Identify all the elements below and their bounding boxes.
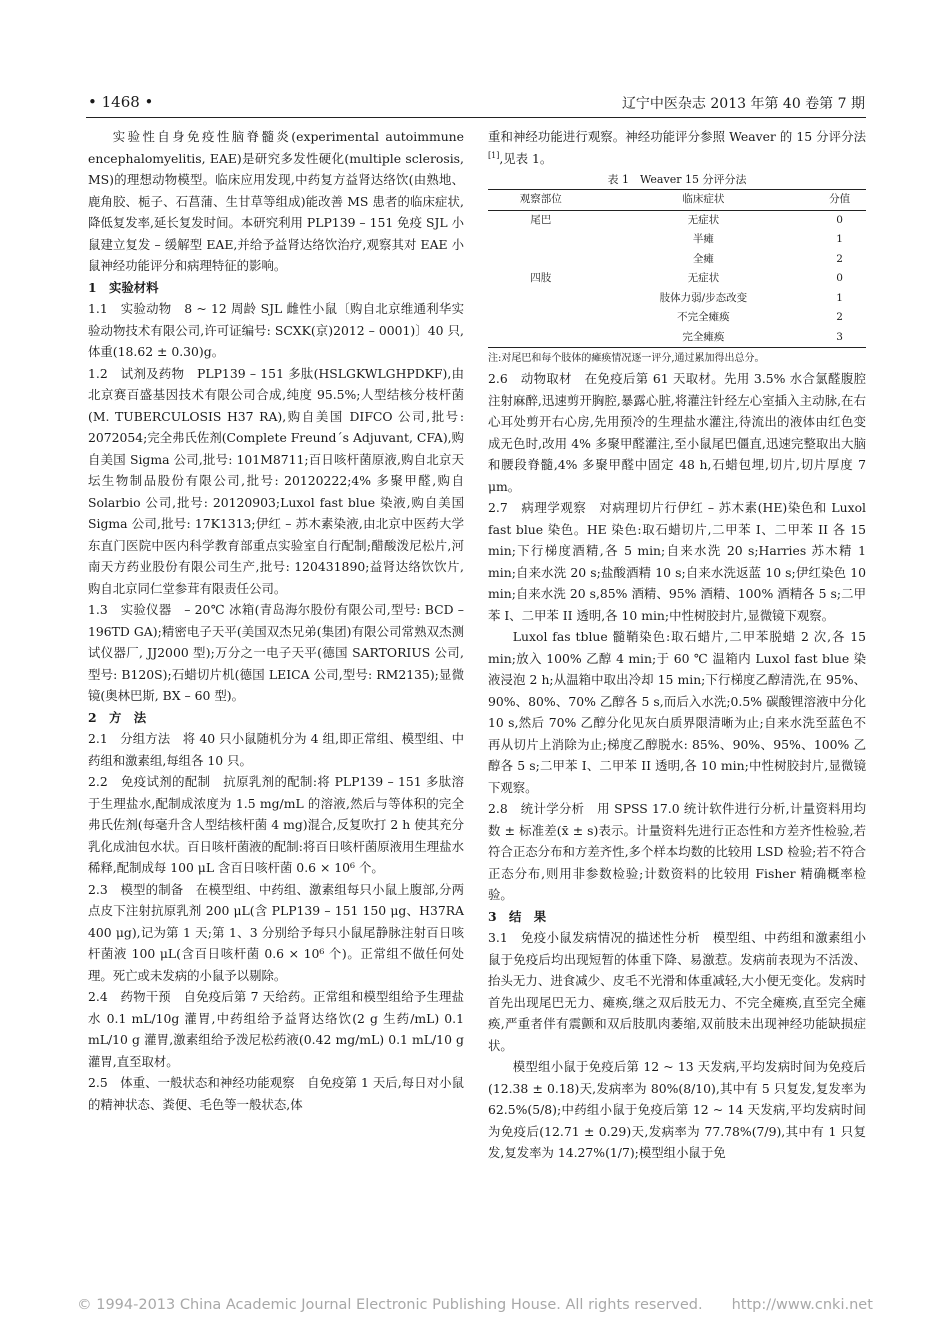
paragraph: 模型组小鼠于免疫后第 12 ~ 13 天发病,平均发病时间为免疫后(12.38 ± 0.18)天,发病率为 80%(8/10),其中有 5 只复发,复发率为 62.5%(5/8);中药组小鼠于免疫后第 12 ~ 14 天发病,平均发病时间为免疫后(12.71 ± 0.29)天,发病率为 77.78%(7/9),其中有 1 只复发,复发率为 14.27%(1/7);模型组小鼠于免 — [488, 1059, 866, 1160]
table-cell: 肢体力弱/步态改变 — [659, 291, 748, 304]
paragraph: 1.2 试剂及药物 PLP139 – 151 多肽(HSLGKWLGHPDKF),由北京赛百盛基因技术有限公司合成,纯度 95.5%;人型结核分枝杆菌(M. TUBERCULOSIS H37 RA),购自美国 DIFCO 公司,批号: 2072054;完全弗氏佐剂(Complete Freund´s Adjuvant, CFA),购自美国 Sigma 公司,批号: 101M8711;百日咳杆菌原液,购自北京天坛生物制品股份有限公司,批号: 20120222;4% 多聚甲醛,购自 Solarbio 公司,批号: 20120903;Luxol fast blue 染液,购自美国 Sigma 公司,批号: 17K1313;伊红 – 苏木素染液,由北京中医药大学东直门医院中医内科学教育部重点实验室自行配制;醋酸泼尼松片,河南天方药业股份有限公司生产,批号: 120431890;益肾达络饮饮片,购自北京同仁堂参茸有限责任公司。 — [88, 365, 464, 596]
table-cell — [488, 230, 593, 250]
paragraph — [488, 126, 866, 169]
right-column-body — [488, 368, 866, 1164]
table-cell: 2 — [836, 311, 843, 323]
table-cell: 尾巴 — [530, 213, 552, 226]
table-cell: 1 — [836, 233, 843, 245]
table-row — [488, 230, 866, 250]
table-row — [488, 250, 866, 270]
table-row — [488, 269, 866, 289]
paragraph: 2.1 分组方法 将 40 只小鼠随机分为 4 组,即正常组、模型组、中药组和激素组,每组各 10 只。 — [88, 731, 464, 768]
paragraph: 1.3 实验仪器 – 20℃ 冰箱(青岛海尔股份有限公司,型号: BCD – 196TD GA);精密电子天平(美国双杰兄弟(集团)有限公司常熟双杰测试仪器厂, JJ2000 型);万分之一电子天平(德国 SARTORIUS 公司,型号: B120S);石蜡切片机(德国 LEICA 公司,型号: RM2135);显微镜(奥林巴斯, BX – 60 型)。 — [88, 602, 464, 703]
paragraph: 2.6 动物取材 在免疫后第 61 天取材。先用 3.5% 水合氯醛腹腔注射麻醉,迅速剪开胸腔,暴露心脏,将灌注针经左心室插入主动脉,在右心耳处剪开右心房,先用预冷的生理盐水灌注,待流出的液体由红色变成无色时,改用 4% 多聚甲醛灌注,至小鼠尾巴僵直,迅速完整取出大脑和腰段脊髓,4% 多聚甲醛中固定 48 h,石蜡包埋,切片,切片厚度 7 μm。 — [488, 371, 866, 494]
table-cell: 不完全瘫痪 — [677, 311, 730, 323]
journal-title: 辽宁中医杂志 2013 年第 40 卷第 7 期 — [621, 96, 865, 112]
table-body — [488, 210, 866, 348]
table-cell: 四肢 — [530, 272, 552, 284]
paragraph: 2.4 药物干预 自免疫后第 7 天给药。正常组和模型组给予生理盐水 0.1 mL/10g 灌胃,中药组给予益肾达络饮(2 g 生药/mL) 0.1 mL/10 g 灌胃,激素组给予泼尼松药液(0.42 mg/mL) 0.1 mL/10 g 灌胃,直至取材。 — [88, 989, 464, 1069]
section-heading: 2 方 法 — [88, 709, 147, 725]
table-cell: 无症状 — [687, 213, 720, 226]
table-cell: 完全瘫痪 — [682, 330, 725, 343]
paragraph: 2.8 统计学分析 用 SPSS 17.0 统计软件进行分析,计量资料用均数 ± 标准差(x̄ ± s)表示。计量资料先进行正态性和方差齐性检验,若符合正态分布和方差齐性,多个样本均数的比较用 LSD 检验;若不符合正态分布,则用非参数检验;计数资料的比较用 Fisher 精确概率检验。 — [488, 801, 866, 902]
table-header-cell: 临床症状 — [593, 190, 813, 211]
left-column — [88, 126, 464, 1115]
table-cell: 2 — [836, 252, 843, 265]
paragraph: 3.1 免疫小鼠发病情况的描述性分析 模型组、中药组和激素组小鼠于免疫后均出现短暂的体重下降、易激惹。发病前表现为不活泼、抬头无力、进食减少、皮毛不光滑和体重减轻,大小便无变化。发病时首先出现尾巴无力、瘫痪,继之双后肢无力、不完全瘫痪,直至完全瘫痪,严重者伴有震颤和双后肢肌肉萎缩,双前肢未出现神经功能缺损症状。 — [488, 930, 866, 1053]
table-cell: 无症状 — [687, 272, 720, 284]
table-cell — [488, 328, 593, 348]
table-row — [488, 289, 866, 309]
table-cell: 1 — [836, 291, 843, 304]
table-header-cell: 观察部位 — [488, 190, 593, 211]
table-note: 注:对尾巴和每个肢体的瘫痪情况逐一评分,通过累加得出总分。 — [488, 353, 765, 364]
paragraph: 实验性自身免疫性脑脊髓炎(experimental autoimmune encephalomyelitis, EAE)是研究多发性硬化(multiple sclerosis, MS)的理想动物模型。临床应用发现,中药复方益肾达络饮(由熟地、鹿角胶、栀子、石菖蒲、生甘草等组成)能改善 MS 患者的临床症状,降低复发率,延长复发时间。本研究利用 PLP139 – 151 免疫 SJL 小鼠建立复发 – 缓解型 EAE,并给予益肾达络饮治疗,观察其对 EAE 小鼠神经功能评分和病理特征的影响。 — [88, 129, 464, 273]
weaver-score-table — [488, 189, 866, 348]
table-row — [488, 328, 866, 348]
intro-tail: ,见表 1。 — [499, 150, 553, 166]
table-cell: 全瘫 — [692, 252, 714, 265]
table-cell — [488, 308, 593, 328]
table-row — [488, 308, 866, 328]
right-column — [488, 126, 866, 1164]
paragraph: Luxol fas tblue 髓鞘染色:取石蜡片,二甲苯脱蜡 2 次,各 15 min;放入 100% 乙醇 4 min;于 60 ℃ 温箱内 Luxol fast blue 染液浸泡 2 h;从温箱中取出冷却 15 min;下行梯度乙醇清洗,在 95%、90%、80%、70% 乙醇各 5 s,而后入水洗;0.5% 碳酸锂溶液中分化 10 s,然后 70% 乙醇分化见灰白质界限清晰为止;自来水洗至蓝色不再从切片上消除为止;梯度乙醇脱水: 85%、90%、95%、100% 乙醇各 5 s;二甲苯 I、二甲苯 II 透明,各 10 min;中性树胶封片,显微镜下观察。 — [488, 629, 866, 795]
paragraph: 2.2 免疫试剂的配制 抗原乳剂的配制:将 PLP139 – 151 多肽溶于生理盐水,配制成浓度为 1.5 mg/mL 的溶液,然后与等体积的完全弗氏佐剂(每毫升含人型结核杆菌 4 mg)混合,反复吹打 2 h 使其充分乳化成油包水状。百日咳杆菌液的配制:将百日咳杆菌原液用生理盐水稀释,配制成每 100 μL 含百日咳杆菌 0.6 × 10⁶ 个。 — [88, 774, 464, 875]
table-cell — [488, 250, 593, 270]
table-header-cell: 分值 — [813, 190, 866, 211]
paragraph: 1.1 实验动物 8 ~ 12 周龄 SJL 雌性小鼠〔购自北京维通利华实验动物技术有限公司,许可证编号: SCXK(京)2012 – 0001)〕40 只,体重(18.62 ± 0.30)g。 — [88, 301, 464, 359]
table-header-row — [488, 190, 866, 211]
table-cell — [488, 289, 593, 309]
table-title: 表 1 Weaver 15 分评分法 — [607, 173, 747, 186]
intro-text: 重和神经功能进行观察。神经功能评分参照 Weaver 的 15 分评分法 — [488, 129, 866, 144]
paragraph: 2.5 体重、一般状态和神经功能观察 自免疫第 1 天后,每日对小鼠的精神状态、粪便、毛色等一般状态,体 — [88, 1075, 464, 1112]
table-cell: 0 — [836, 213, 843, 226]
page-number: • 1468 • — [88, 93, 154, 111]
table-cell: 3 — [836, 330, 843, 343]
section-heading: 1 实验材料 — [88, 279, 159, 295]
table-cell: 半瘫 — [692, 233, 714, 245]
copyright-footer: © 1994-2013 China Academic Journal Electronic Publishing House. All rights reserved. http://www.cnki.net — [77, 1297, 873, 1313]
table-row — [488, 210, 866, 230]
paragraph: 2.3 模型的制备 在模型组、中药组、激素组每只小鼠上腹部,分两点皮下注射抗原乳剂 200 μL(含 PLP139 – 151 150 μg、H37RA 400 μg),记为第 1 天;第 1、3 分别给予每只小鼠尾静脉注射百日咳杆菌液 100 μL(含百日咳杆菌 0.6 × 10⁶ 个)。正常组不做任何处理。死亡或未发病的小鼠予以剔除。 — [88, 881, 464, 983]
paragraph: 2.7 病理学观察 对病理切片行伊红 – 苏木素(HE)染色和 Luxol fast blue 染色。HE 染色:取石蜡切片,二甲苯 I、二甲苯 II 各 15 min;下行梯度酒精,各 5 min;自来水洗 20 s;Harries 苏木精 1 min;自来水洗 20 s;盐酸酒精 10 s;自来水洗返蓝 10 s;伊红染色 10 min;自来水洗 20 s,85% 酒精、95% 酒精、100% 酒精各 5 s;二甲苯 I、二甲苯 II 透明,各 10 min;中性树胶封片,显微镜下观察。 — [488, 500, 866, 623]
table-cell: 0 — [836, 272, 843, 284]
header-rule — [86, 117, 866, 118]
citation-ref[interactable]: [1] — [488, 150, 500, 160]
section-heading: 3 结 果 — [488, 908, 547, 924]
